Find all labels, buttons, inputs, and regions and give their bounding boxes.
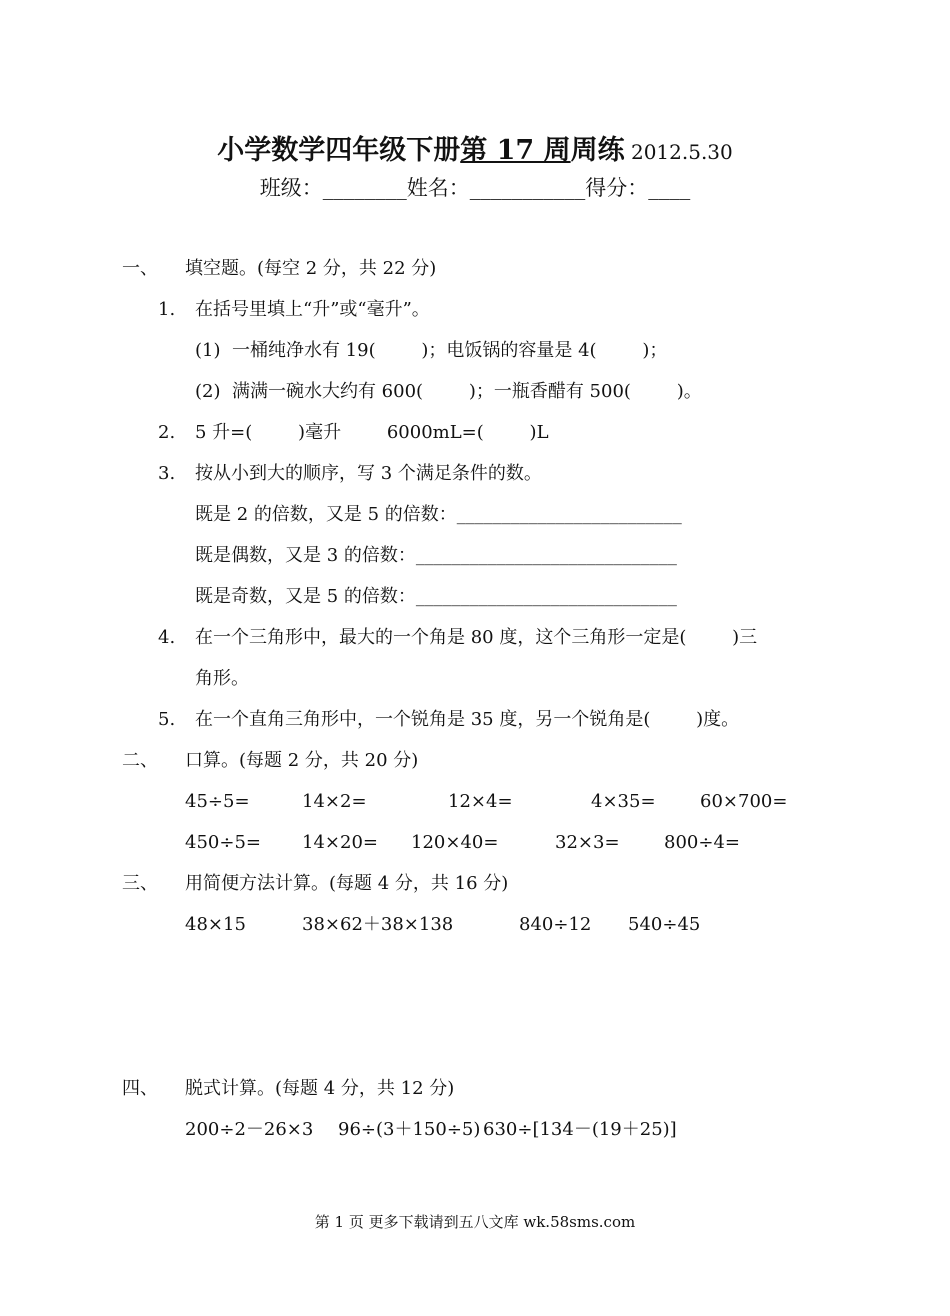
mental-math-item: 12×4= (448, 791, 513, 812)
title-prefix: 小学数学四年级下册 (217, 135, 461, 166)
section-3-heading: 用简便方法计算。(每题 4 分，共 16 分) (185, 873, 509, 894)
q3-line3: 既是奇数，又是 5 的倍数：_____________________________ (195, 586, 677, 607)
mental-math-item: 14×20= (302, 832, 378, 853)
section-1-number: 一、 (122, 258, 158, 279)
title-suffix: 周练 (570, 135, 625, 166)
q3-number: 3. (158, 463, 176, 484)
title-date: 2012.5.30 (624, 140, 733, 164)
section-1-heading: 填空题。(每空 2 分，共 22 分) (185, 258, 437, 279)
section-3-number: 三、 (122, 873, 158, 894)
q1-text: 在括号里填上“升”或“毫升”。 (195, 299, 430, 320)
stepwise-item: 96÷(3＋150÷5) (338, 1119, 481, 1140)
q1-sub1: (1) 一桶纯净水有 19( )；电饭锅的容量是 4( )； (195, 340, 668, 361)
mental-math-item: 60×700= (700, 791, 788, 812)
q3-line1: 既是 2 的倍数，又是 5 的倍数：_________________________ (195, 504, 682, 525)
q1-number: 1. (158, 299, 176, 320)
mental-math-item: 800÷4= (664, 832, 740, 853)
section-2-heading: 口算。(每题 2 分，共 20 分) (185, 750, 419, 771)
mental-math-item: 4×35= (591, 791, 656, 812)
section-2-number: 二、 (122, 750, 158, 771)
simplify-item: 48×15 (185, 914, 246, 935)
student-info-line: 班级：________姓名：___________得分：____ (259, 176, 691, 200)
stepwise-item: 200÷2－26×3 (185, 1119, 314, 1140)
mental-math-item: 14×2= (302, 791, 367, 812)
simplify-item: 540÷45 (628, 914, 701, 935)
q2-number: 2. (158, 422, 176, 443)
title-week: 第 17 周 (460, 135, 571, 166)
simplify-item: 38×62＋38×138 (302, 914, 454, 935)
q4-number: 4. (158, 627, 176, 648)
section-4-heading: 脱式计算。(每题 4 分，共 12 分) (185, 1078, 455, 1099)
q3-line2: 既是偶数，又是 3 的倍数：_____________________________ (195, 545, 677, 566)
q3-text: 按从小到大的顺序，写 3 个满足条件的数。 (195, 463, 542, 484)
page-title (0, 128, 950, 167)
q5-number: 5. (158, 709, 176, 730)
q2-text: 5 升=( )毫升 6000mL=( )L (195, 422, 549, 443)
mental-math-item: 120×40= (411, 832, 499, 853)
q5-text: 在一个直角三角形中，一个锐角是 35 度，另一个锐角是( )度。 (195, 709, 740, 730)
page-footer: 第 1 页 更多下载请到五八文库 wk.58sms.com (314, 1213, 636, 1231)
mental-math-item: 32×3= (555, 832, 620, 853)
section-4-number: 四、 (122, 1078, 158, 1099)
q1-sub2: (2) 满满一碗水大约有 600( )；一瓶香醋有 500( )。 (195, 381, 702, 402)
mental-math-item: 450÷5= (185, 832, 261, 853)
q4-text: 在一个三角形中，最大的一个角是 80 度，这个三角形一定是( )三 (195, 627, 758, 648)
mental-math-item: 45÷5= (185, 791, 250, 812)
simplify-item: 840÷12 (519, 914, 592, 935)
q4-continuation: 角形。 (195, 668, 249, 689)
stepwise-item: 630÷[134－(19＋25)] (483, 1119, 677, 1140)
